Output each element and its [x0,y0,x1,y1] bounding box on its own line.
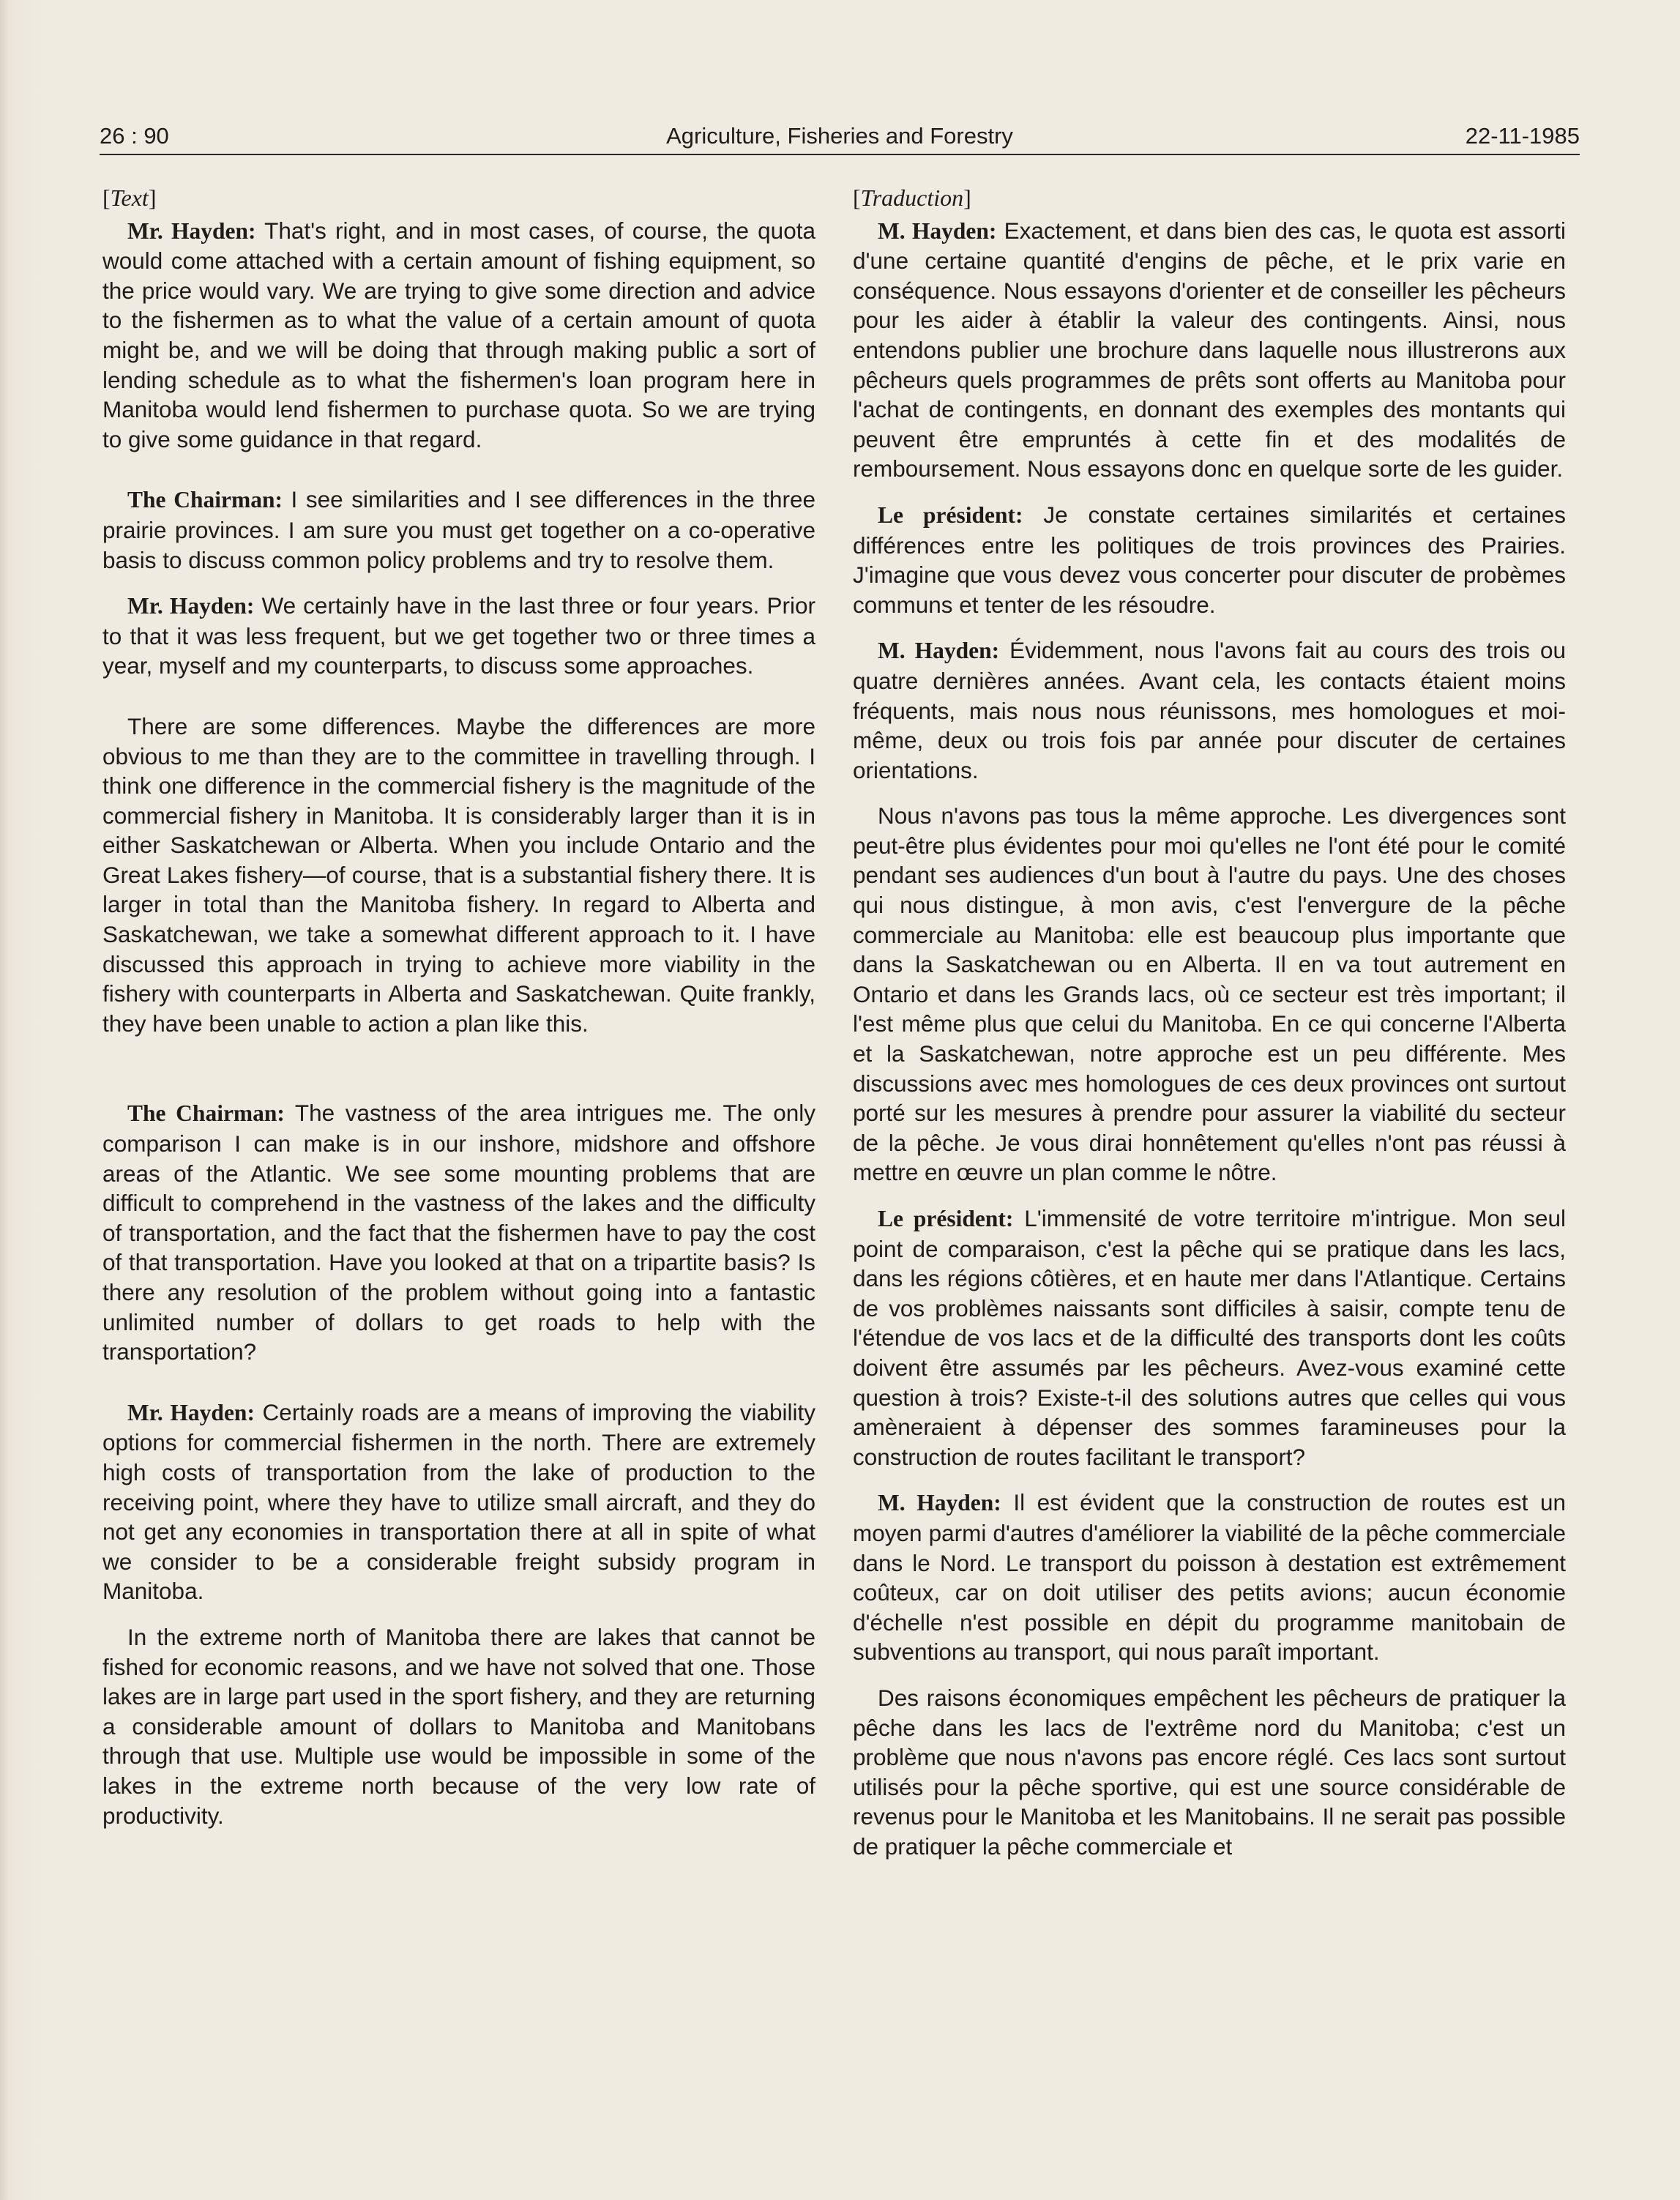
french-paragraph-2: Le président: Je constate certaines similarités et certaines différences entre les politiques de trois provinces des Prairies. J'imagine que vous devez vous concerter pour discuter de probèmes communs et tenter de les résoudre. [853,501,1566,618]
english-paragraph-1: Mr. Hayden: That's right, and in most cases, of course, the quota would come attached with a certain amount of fishing equipment, so the price would vary. We are trying to give some direction and advice to the fishermen as to what the value of a certain amount of quota might be, and we will be doing that through making public a sort of lending schedule as to what the fishermen's loan program here in Manitoba would lend fishermen to purchase quota. So we are trying to give some guidance in that regard. [102,217,815,452]
publication-title: Agriculture, Fisheries and Forestry [666,123,1013,149]
page-header [100,116,1580,155]
page-number: 26 : 90 [100,123,169,149]
french-column [853,183,1566,1877]
speaker-name: Mr. Hayden: [127,1399,255,1425]
speaker-name: The Chairman: [127,487,283,513]
french-paragraph-7: Des raisons économiques empêchent les pêcheurs de pratiquer la pêche dans les lacs de l'extrême nord du Manitoba; c'est un problème que nous n'avons pas encore réglé. Ces lacs sont surtout utilisés pour la pêche sportive, qui est une source considérable de revenus pour le Manitoba et les Manitobains. Il ne serait pas possible de pratiquer la pêche commerciale et [853,1684,1566,1860]
english-column [102,183,815,1846]
publication-date: 22-11-1985 [1465,123,1580,149]
english-paragraph-2: The Chairman: I see similarities and I see differences in the three prairie provinces. I am sure you must get together on a co-operative basis to discuss common policy problems and try to resolve them. [102,486,815,573]
speaker-name: Mr. Hayden: [127,217,256,244]
english-paragraph-3: Mr. Hayden: We certainly have in the last three or four years. Prior to that it was less frequent, but we get together two or three times a year, myself and my counterparts, to discuss some approaches. [102,592,815,679]
french-paragraph-6: M. Hayden: Il est évident que la construction de routes est un moyen parmi d'autres d'améliorer la viabilité de la pêche commerciale dans le Nord. Le transport du poisson à destation est extrêmement coûteux, car on doit utiliser des petits avions; aucun économie d'échelle n'est possible en dépit du programme manitobain de subventions au transport, qui nous paraît important. [853,1489,1566,1666]
speaker-name: Le président: [878,1206,1014,1231]
speaker-name: Le président: [878,501,1023,528]
french-paragraph-5: Le président: L'immensité de votre territoire m'intrigue. Mon seul point de comparaison, c'est la pêche qui se pratique dans les lacs, dans les régions côtières, et en haute mer dans l'Atlantique. Certains de vos problèmes naissants sont difficiles à saisir, compte tenu de l'étendue de vos lacs et de la difficulté des transports dont les coûts doivent être assumés par les pêcheurs. Avez-vous examiné cette question à trois? Existe-t-il des solutions autres que celles qui vous amèneraient à dépenser des sommes faramineuses pour la construction de routes facilitant le transport? [853,1205,1566,1470]
speaker-name: M. Hayden: [878,1490,1001,1516]
speaker-name: M. Hayden: [878,217,997,244]
english-paragraph-4: There are some differences. Maybe the differences are more obvious to me than they are to the committee in travelling through. I think one difference in the commercial fishery is the magnitude of the commercial fishery in Manitoba. It is considerably larger than it is in either Saskatchewan or Alberta. When you include Ontario and the Great Lakes fishery—of course, that is a substantial fishery there. It is larger in total than the Manitoba fishery. In regard to Alberta and Saskatchewan, we take a somewhat different approach to it. I have discussed this approach in trying to achieve more viability in the fishery with counterparts in Alberta and Saskatchewan. Quite frankly, they have been unable to action a plan like this. [102,712,815,1037]
french-paragraph-4: Nous n'avons pas tous la même approche. Les divergences sont peut-être plus évidentes pour moi qu'elles ne l'ont été pour le comité pendant ses audiences d'un bout à l'autre du pays. Une des choses qui nous distingue, à mon avis, c'est l'envergure de la pêche commerciale au Manitoba: elle est beaucoup plus importante que dans la Saskatchewan ou en Alberta. Il en va tout autrement en Ontario et dans les Grands lacs, où ce secteur est très important; il l'est même plus que celui du Manitoba. En ce qui concerne l'Alberta et la Saskatchewan, notre approche est un peu différente. Mes discussions avec mes homologues de ces deux provinces ont surtout porté sur les mesures à prendre pour assurer la viabilité du secteur de la pêche. Je vous dirai honnêtement qu'elles n'ont pas réussi à mettre en œuvre un plan comme le nôtre. [853,802,1566,1186]
speaker-name: M. Hayden: [878,638,1000,664]
english-paragraph-5: The Chairman: The vastness of the area intrigues me. The only comparison I can make is in our inshore, midshore and offshore areas of the Atlantic. We see some mounting problems that are difficult to comprehend in the vastness of the lakes and the difficulty of transportation, and the fact that the fishermen have to pay the cost of that transportation. Have you looked at that on a tripartite basis? Is there any resolution of the problem without going into a fantastic unlimited number of dollars to get roads to help with the transportation? [102,1100,815,1365]
english-column-label: [Text] [102,184,157,211]
french-paragraph-1: M. Hayden: Exactement, et dans bien des cas, le quota est assorti d'une certaine quantité d'engins de pêche, et le prix varie en conséquence. Nous essayons d'orienter et de conseiller les pêcheurs pour les aider à établir la valeur des contingents. Ainsi, nous entendons publier une brochure dans laquelle nous illustrerons aux pêcheurs quels programmes de prêts sont offerts au Manitoba pour l'achat de contingents, en donnant des exemples des montants qui peuvent être empruntés à cette fin et des modalités de remboursement. Nous essayons donc en quelque sorte de les guider. [853,217,1566,482]
english-paragraph-7: In the extreme north of Manitoba there are lakes that cannot be fished for economic reasons, and we have not solved that one. Those lakes are in large part used in the sport fishery, and they are returning a considerable amount of dollars to Manitoba and Manitobans through that use. Multiple use would be impossible in some of the lakes in the extreme north because of the very low rate of productivity. [102,1623,815,1829]
french-paragraph-3: M. Hayden: Évidemment, nous l'avons fait au cours des trois ou quatre dernières années. Avant cela, les contacts étaient moins fréquents, mais nous nous réunissons, mes homologues et moi-même, deux ou trois fois par année pour discuter de certaines orientations. [853,637,1566,783]
english-paragraph-6: Mr. Hayden: Certainly roads are a means of improving the viability options for commercial fishermen in the north. There are extremely high costs of transportation from the lake of production to the receiving point, where they have to utilize small aircraft, and they do not get any economies in transportation there at all in spite of what we consider to be a considerable freight subsidy program in Manitoba. [102,1398,815,1605]
french-column-label: [Traduction] [853,184,971,211]
speaker-name: The Chairman: [127,1100,285,1127]
speaker-name: Mr. Hayden: [127,593,255,619]
